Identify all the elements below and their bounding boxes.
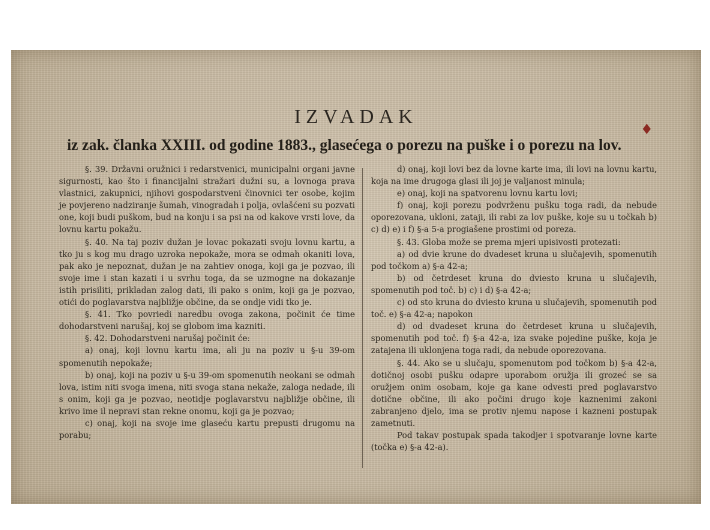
- paragraph-41: §. 41. Tko povriedi naredbu ovoga zakona, počinit će time dohodarstveni narušaj, koj se globom ima kazniti.: [59, 309, 355, 332]
- paragraph-42a: a) onaj, koji lovnu kartu ima, ali ju na poziv u §-u 39-om spomenutih nepokaže;: [59, 345, 355, 368]
- document-title: IZVADAK: [294, 106, 418, 128]
- column-divider: [362, 168, 363, 468]
- left-column: [59, 163, 355, 441]
- paragraph-40: §. 40. Na taj poziv dužan je lovac pokazati svoju lovnu kartu, a tko ju s kog mu drago uzroka nepokaže, mora se odmah okaniti lova, pak ako je nepoznat, dužan je na zahtiev onoga, koji ga je pozvao, ili svoje ime i stan kazati i u svrhu toga, da se uzmogne na dokazanje istih prisiliti, prikladan zalog dati, ili pako s onim, koji ga je pozvao, otići do poglavarstva najbližje občine, da se ondje vidi tko je.: [59, 236, 355, 308]
- paragraph-42c: c) onaj, koji na svoje ime glaseću kartu prepusti drugomu na porabu;: [59, 417, 355, 441]
- paragraph-43a: a) od dvie krune do dvadeset kruna u slučajevih, spomenutih pod točkom a) §-a 42-a;: [371, 248, 657, 271]
- right-column: [371, 163, 657, 453]
- paragraph-44: §. 44. Ako se u slučaju, spomenutom pod točkom b) §-a 42-a, dotičnoj osobi pušku odapre uporabom oružja ili grozeć se sa oružjem onim osobam, koje ga kane odvesti pred poglavarstvo dotične občine, ili ako počini drugo koje kaznenimi zakoni zabranjeno djelo, ima se protiv njemu napose i kazneni postupak zametnuti.: [371, 357, 657, 428]
- paragraph-43d: d) od dvadeset kruna do četrdeset kruna u slučajevih, spomenutih pod toč. f) §-a 42-a, iza svake pojedine puške, koja je zatajena ili uklonjena toga radi, da nebude oporezovana.: [371, 321, 657, 356]
- paragraph-final: Pod takav postupak spada takodjer i spotvaranje lovne karte (točka e) §-a 42-a).: [371, 430, 657, 453]
- paragraph-43b: b) od četrdeset kruna do dviesto kruna u slučajevih, spomenutih pod toč. b) c) i d) §-a 42-a;: [371, 272, 657, 295]
- paragraph-42f: f) onaj, koji porezu podvrženu pušku toga radi, da nebude oporezovana, ukloni, zataji, ili rabi za lov puške, koje su u točkah b) c) d) e) i f) §-a 5-a progiašene prostimi od poreza.: [371, 200, 657, 235]
- paragraph-43: §. 43. Globa može se prema mjeri upisivosti protezati:: [397, 236, 621, 247]
- paragraph-39: §. 39. Državni oružnici i redarstvenici, municipalni organi javne sigurnosti, kao što i financijalni stražari dužni su, a lovnoga prava vlastnici, zakupnici, njihovi gospodarstveni činovnici ter osobe, kojim je povjereno nadziranje šumah, vinogradah i polja, ovlašćeni su pozvati one, koji budi puškom, bud na konju i sa psi na od kakove vrsti love, da lovnu kartu pokažu.: [59, 164, 355, 235]
- paragraph-42: §. 42. Dohodarstveni narušaj počinit će:: [85, 333, 251, 344]
- red-mark: ♦: [640, 122, 653, 138]
- document-subtitle: iz zak. članka XXIII. od godine 1883., glasećega o porezu na puške i o porezu na lov.: [67, 137, 622, 154]
- paragraph-43c: c) od sto kruna do dviesto kruna u slučajevih, spomenutih pod toč. e) §-a 42-a; napokon: [371, 297, 657, 320]
- paragraph-42b: b) onaj, koji na poziv u §-u 39-om spomenutih neokani se odmah lova, istim niti svoga imena, niti svoga stana nekaže, zaloga nedade, ili s onim, koji ga je pozvao, neotidje poglavarstvu najbližje občine, ili krivo ime il nepravi stan rekne onomu, koji ga je pozvao;: [59, 369, 355, 416]
- document-page: [11, 50, 701, 504]
- paragraph-42d: d) onaj, koji lovi bez da lovne karte ima, ili lovi na lovnu kartu, koja na ime drugoga glasi ili joj je valjanost minula;: [371, 164, 657, 187]
- paragraph-42e: e) onaj, koji na spatvorenu lovnu kartu lovi;: [397, 188, 578, 199]
